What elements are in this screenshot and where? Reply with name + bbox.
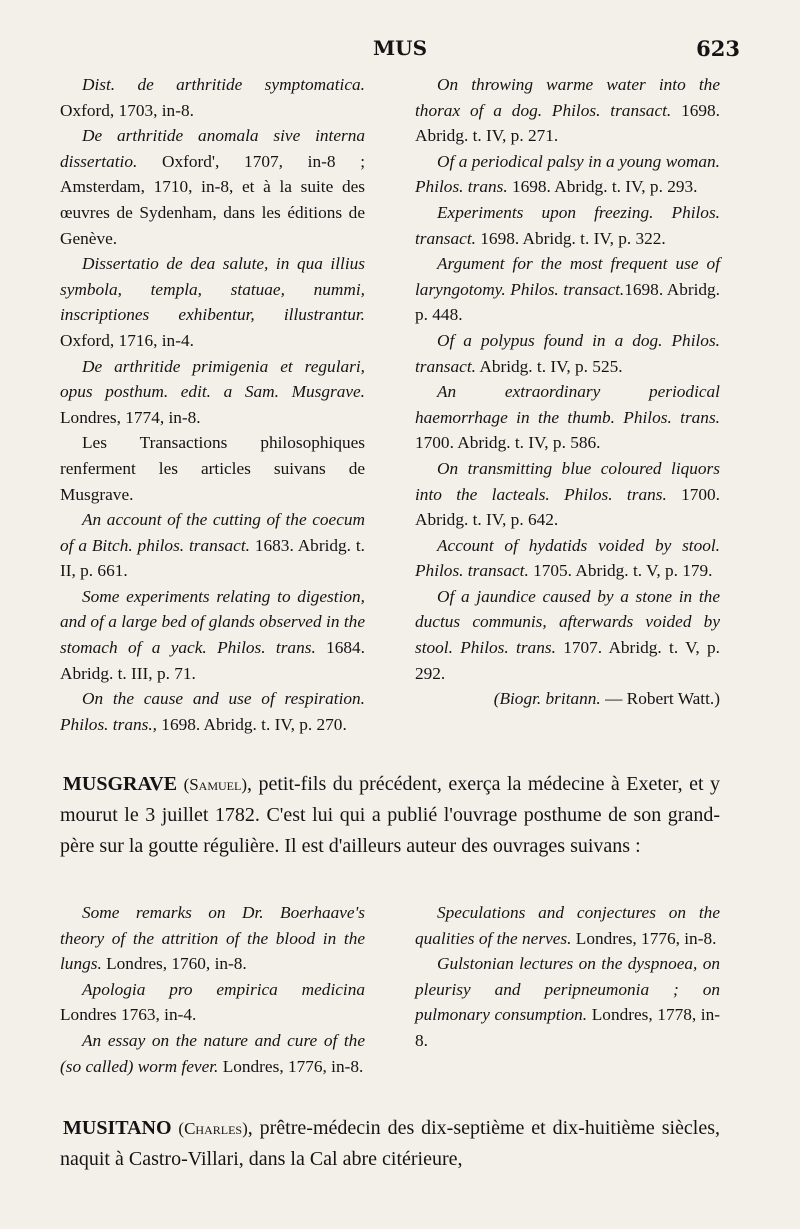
entry-headword: MUSGRAVE (63, 773, 178, 795)
bib-entry: Of a polypus found in a dog. Philos. transact. Abridg. t. IV, p. 525. (415, 330, 720, 376)
bib-entry: De arthritide anomala sive interna dissertatio. Oxford', 1707, in-8 ; Amsterdam, 1710, in-8, et à la suite des œuvres de Sydenham, dans les éditions de Genève. (60, 126, 365, 248)
article-musgrave-samuel (60, 769, 720, 862)
bib-entry: Apologia pro empirica medicina Londres 1763, in-4. (60, 979, 365, 1025)
bib-entry: On throwing warme water into the thorax of a dog. Philos. transact. 1698. Abridg. t. IV, p. 271. (415, 75, 721, 146)
bib-note: Les Transactions philosophiques renferment les articles suivans de Musgrave. (60, 433, 365, 504)
bib-entry: Speculations and conjectures on the qualities of the nerves. Londres, 1776, in-8. (415, 903, 720, 948)
source-citation: (Biogr. britann. — Robert Watt.) (493, 689, 720, 709)
running-title: MUS (372, 36, 428, 60)
article-musitano (60, 1113, 720, 1175)
left-column (60, 900, 365, 1079)
bib-entry: Gulstonian lectures on the dyspnoea, on pleurisy and peripneumonia ; on pulmonary consumption. Londres, 1778, in-8. (415, 954, 720, 1050)
bibliography-columns-bottom (60, 900, 720, 1079)
bib-entry: Some remarks on Dr. Boerhaave's theory of the attrition of the blood in the lungs. Londres, 1760, in-8. (60, 903, 365, 974)
entry-text: , prêtre-médecin des dix-septième et dix-huitième siècles, naquit à Castro-Villari, dans la Cal abre citérieure, (60, 1117, 721, 1170)
entry-text: , petit-fils du précédent, exerça la médecine à Exeter, et y mourut le 3 juillet 1782. C'est lui qui a publié l'ouvrage posthume de son grand-père sur la goutte régulière. Il est d'ailleurs auteur des ouvrages suivans : (60, 773, 720, 857)
bib-entry: Account of hydatids voided by stool. Philos. transact. 1705. Abridg. t. V, p. 179. (415, 535, 720, 581)
entry-forename: (Charles) (178, 1119, 248, 1138)
bib-entry: Of a jaundice caused by a stone in the ductus communis, afterwards voided by stool. Philos. trans. 1707. Abridg. t. V, p. 292. (415, 586, 720, 683)
bib-entry: Experiments upon freezing. Philos. transact. 1698. Abridg. t. IV, p. 322. (415, 202, 720, 248)
bib-entry: On transmitting blue coloured liquors into the lacteals. Philos. trans. 1700. Abridg. t. IV, p. 642. (415, 458, 721, 530)
bib-entry: Dissertatio de dea salute, in qua illius symbola, templa, statuae, nummi, inscriptiones exhibentur, illustrantur. Oxford, 1716, in-4. (60, 254, 365, 350)
bib-entry: Argument for the most frequent use of laryngotomy. Philos. transact.1698. Abridg. p. 448. (415, 254, 720, 325)
left-column (60, 72, 365, 737)
right-column (415, 900, 720, 1079)
entry-headword: MUSITANO (63, 1117, 172, 1139)
page-number: 623 (696, 36, 740, 61)
page-header (60, 36, 740, 64)
bibliography-columns-top (60, 72, 720, 737)
bib-entry: An essay on the nature and cure of the (so called) worm fever. Londres, 1776, in-8. (60, 1030, 365, 1076)
right-column (415, 72, 720, 737)
bib-entry: Some experiments relating to digestion, and of a large bed of glands observed in the stomach of a yack. Philos. trans. 1684. Abridg. t. III, p. 71. (60, 586, 366, 683)
entry-forename: (Samuel) (183, 775, 248, 794)
bib-entry: An extraordinary periodical haemorrhage in the thumb. Philos. trans. 1700. Abridg. t. IV, p. 586. (415, 382, 720, 453)
bib-entry: On the cause and use of respiration. Philos. trans., 1698. Abridg. t. IV, p. 270. (60, 689, 365, 734)
bib-entry: An account of the cutting of the coecum of a Bitch. philos. transact. 1683. Abridg. t. II, p. 661. (60, 510, 365, 581)
bib-entry: De arthritide primigenia et regulari, opus posthum. edit. a Sam. Musgrave. Londres, 1774, in-8. (60, 356, 365, 427)
bib-entry: Of a periodical palsy in a young woman. Philos. trans. 1698. Abridg. t. IV, p. 293. (415, 151, 720, 197)
bib-entry: Dist. de arthritide symptomatica. Oxford, 1703, in-8. (60, 75, 365, 120)
